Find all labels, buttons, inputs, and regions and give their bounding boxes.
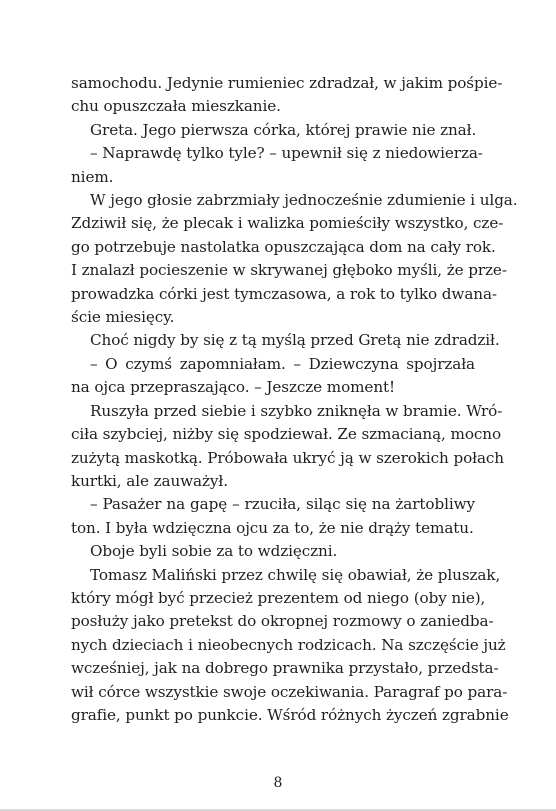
text-line: grafie, punkt po punkcie. Wśród różnych życzeń zgrabnie: [71, 705, 509, 724]
page-number: 8: [273, 775, 283, 791]
text-line: – Pasażer na gapę – rzuciła, siląc się na żartobliwy: [90, 495, 475, 514]
text-line: I znalazł pocieszenie w skrywanej głęboko myśli, że prze-: [71, 261, 507, 280]
text-line: Tomasz Maliński przez chwilę się obawiał, że pluszak,: [90, 565, 501, 584]
text-line: Zdziwił się, że plecak i walizka pomieściły wszystko, cze-: [71, 214, 504, 233]
text-line: prowadzka córki jest tymczasowa, a rok to tylko dwana-: [71, 284, 497, 303]
body-text: [71, 72, 518, 727]
text-line: ton. I była wdzięczna ojcu za to, że nie drąży tematu.: [71, 518, 474, 537]
text-line: – O czymś zapomniałam. – Dziewczyna spojrzała: [90, 354, 475, 373]
text-line: Oboje byli sobie za to wdzięczni.: [90, 542, 338, 561]
text-line: zużytą maskotką. Próbowała ukryć ją w szerokich połach: [71, 448, 504, 467]
text-line: nych dzieciach i nieobecnych rodzicach. Na szczęście już: [71, 635, 506, 654]
text-line: ciła szybciej, niżby się spodziewał. Ze szmacianą, mocno: [71, 425, 501, 444]
text-line: chu opuszczała mieszkanie.: [71, 97, 281, 116]
text-line: – Naprawdę tylko tyle? – upewnił się z niedowierza-: [90, 144, 483, 163]
text-line: wcześniej, jak na dobrego prawnika przystało, przedsta-: [71, 659, 499, 678]
text-line: Choć nigdy by się z tą myślą przed Gretą nie zdradził.: [90, 331, 500, 350]
text-line: samochodu. Jedynie rumieniec zdradzał, w jakim pośpie-: [71, 74, 503, 92]
text-line: Greta. Jego pierwsza córka, której prawie nie znał.: [90, 120, 477, 139]
text-line: go potrzebuje nastolatka opuszczająca dom na cały rok.: [71, 237, 496, 256]
text-line: na ojca przepraszająco. – Jeszcze moment!: [71, 378, 396, 397]
text-line: Ruszyła przed siebie i szybko zniknęła w bramie. Wró-: [90, 401, 503, 420]
text-line: wił córce wszystkie swoje oczekiwania. Paragraf po para-: [71, 682, 508, 701]
text-line: kurtki, ale zauważył.: [71, 471, 228, 490]
text-line: posłuży jako pretekst do okropnej rozmowy o zaniedba-: [71, 612, 494, 631]
text-line: który mógł być przecież prezentem od niego (oby nie),: [71, 588, 486, 607]
text-line: W jego głosie zabrzmiały jednocześnie zdumienie i ulga.: [90, 191, 518, 210]
text-line: niem.: [71, 167, 114, 186]
text-line: ście miesięcy.: [71, 308, 175, 327]
